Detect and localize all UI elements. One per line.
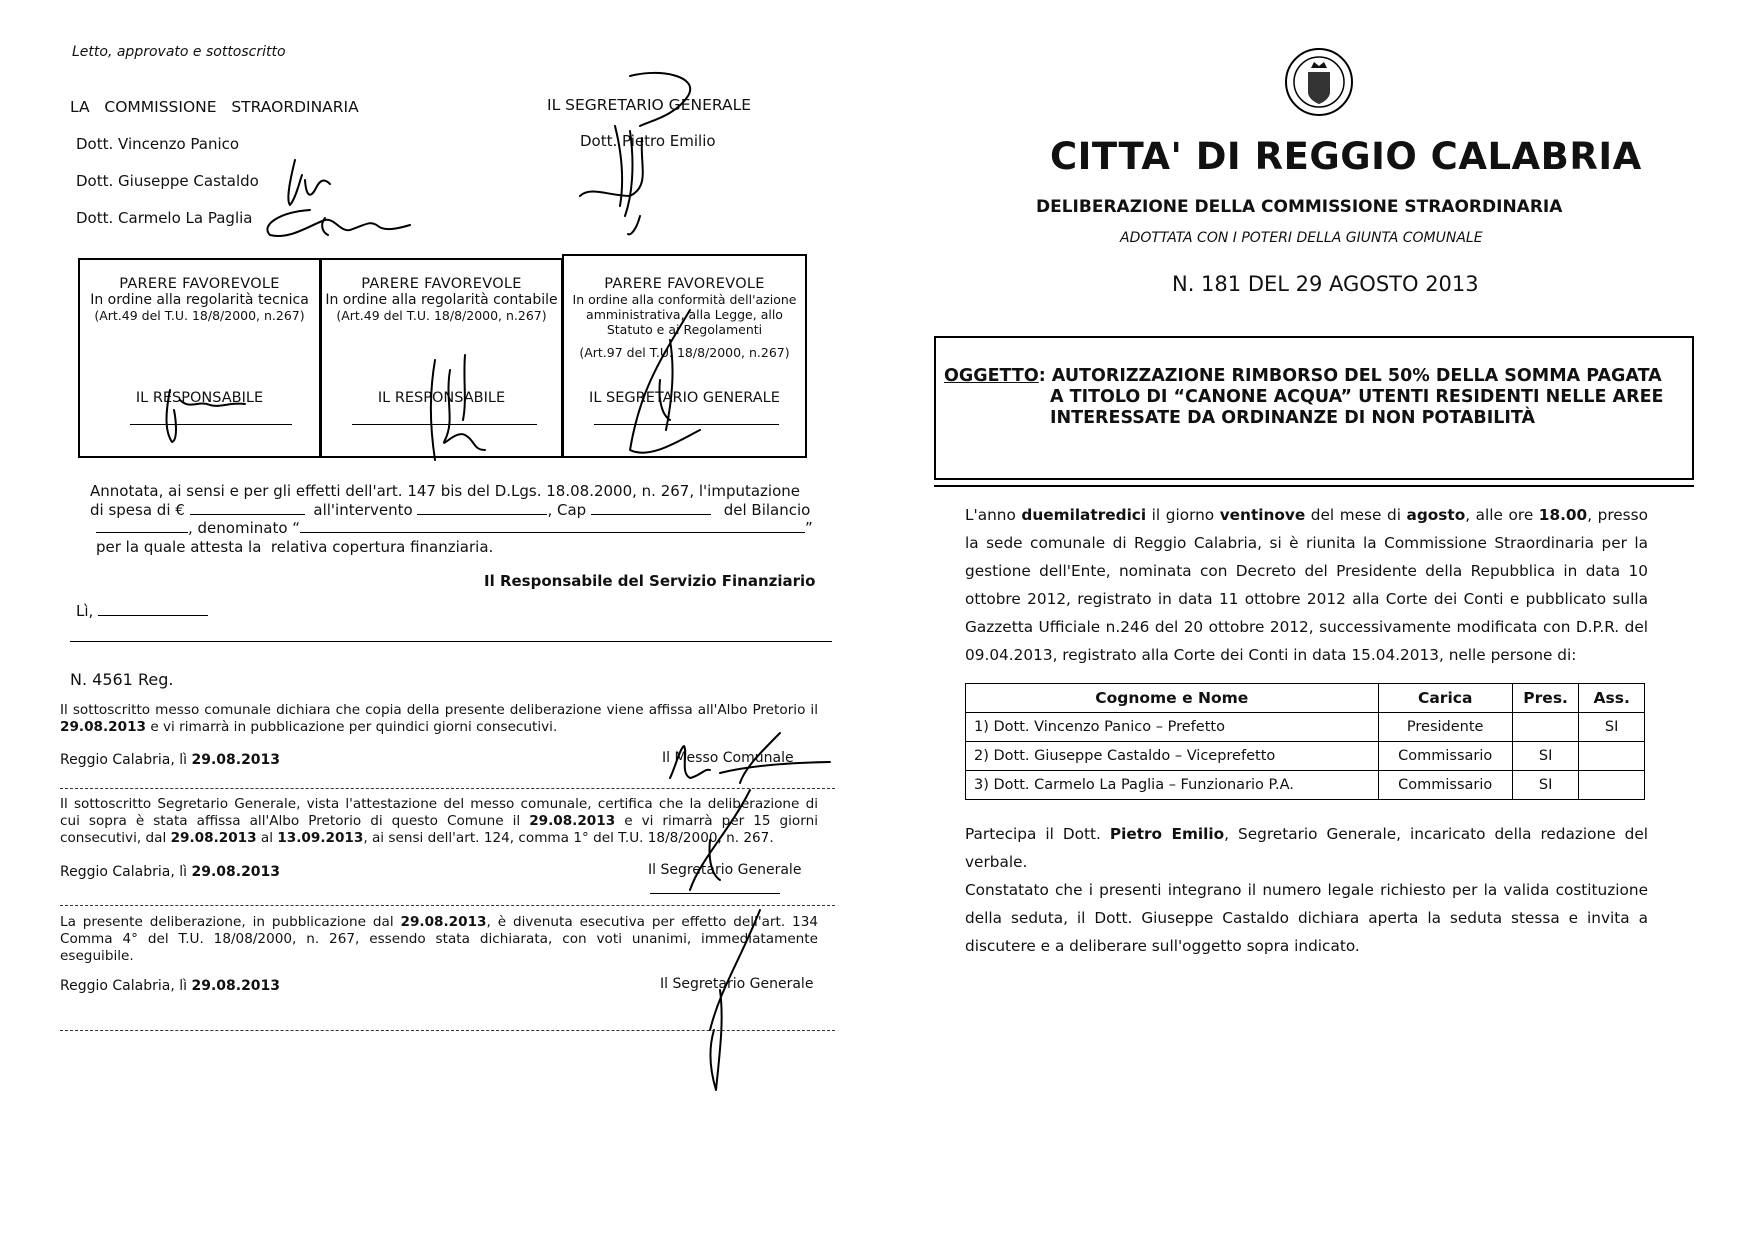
affissione-date: 29.08.2013 [529,813,616,829]
session-intro [965,501,1648,669]
oggetto-line [944,366,1663,387]
oggetto-box [934,336,1694,480]
column-header: Cognome e Nome [966,684,1379,713]
absent-cell [1579,771,1645,800]
hour-value: 18.00 [1538,506,1588,524]
member-name: Dott. Carmelo La Paglia [76,209,253,227]
deliberation-title: DELIBERAZIONE DELLA COMMISSIONE STRAORDINARIA [1036,197,1563,217]
commission-title: LA COMMISSIONE STRAORDINARIA [70,98,359,116]
parere-subject: In ordine alla regolarità contabile [325,292,558,308]
li-label: Lì, [76,602,94,620]
denominato-label: , denominato “ [188,519,301,537]
denominato-field [96,519,813,537]
intervento-blank[interactable] [417,514,547,515]
parere-responsible: IL SEGRETARIO GENERALE [589,390,780,406]
bilancio-year-blank[interactable] [96,532,188,533]
role-cell: Commissario [1378,771,1512,800]
parere-subject: Statuto e ai Regolamenti [606,322,763,337]
annotation-fields [90,501,810,519]
parere-subject: In ordine alla conformità dell'azione [572,292,797,307]
intro-text: , alle ore [1465,506,1539,524]
city-seal-icon [1284,42,1354,122]
day-word: ventinove [1219,506,1306,524]
messo-text: Il sottoscritto messo comunale dichiara che copia della presente deliberazione viene affissa all'Albo Pretorio il [60,702,818,718]
bilancio-label: del Bilancio [723,501,811,519]
signature-line [650,893,780,894]
present-cell [1512,713,1578,742]
esecutiva-text: , è divenuta esecutiva per effetto dell'art. 134 Comma 4° del T.U. 18/08/2000, n. 267, essendo stata dichiarata, con voti unanimi, immediatamente eseguibile. [60,914,818,964]
secretary-title: IL SEGRETARIO GENERALE [547,96,752,114]
financial-responsible: Il Responsabile del Servizio Finanziario [484,572,816,590]
city-title: CITTA' DI REGGIO CALABRIA [1050,135,1642,178]
table-row [966,742,1645,771]
parere-law: (Art.49 del T.U. 18/8/2000, n.267) [94,308,305,323]
partecipa-text: , Segretario Generale, incaricato della redazione del verbale. [965,825,1649,871]
parere-title: PARERE FAVOREVOLE [361,276,522,292]
secretary-signature [570,66,710,236]
cert-text: , ai sensi dell'art. 124, comma 1° del T.U. 18/8/2000, n. 267. [363,830,774,846]
sign-date: 29.08.2013 [191,978,281,994]
dashed-divider [60,788,835,789]
column-header: Carica [1378,684,1512,713]
sign-date: 29.08.2013 [191,752,281,768]
intro-text: , presso la sede comunale di Reggio Calabria, si è riunita la Commissione Straordinaria per la gestione dell'Ente, nominata con Decreto del Presidente della Repubblica in data 10 ottobre 2012, registrato in data 11 ottobre 2012 alla Corte dei Conti e pubblicato sulla Gazzetta Ufficiale n.246 del 20 ottobre 2012, successivamente modificata con D.P.R. del 09.04.2013, registrato alla Corte dei Conti in data 15.04.2013, nelle persone di: [965,506,1648,664]
segretario-place-date [60,864,280,880]
member-name: Dott. Giuseppe Castaldo [76,172,259,190]
intervento-label: all'intervento [313,501,413,519]
member-name: Dott. Vincenzo Panico [76,135,240,153]
deliberation-number: N. 181 DEL 29 AGOSTO 2013 [1172,272,1479,296]
parere-law: (Art.97 del T.U. 18/8/2000, n.267) [579,345,790,360]
oggetto-line: INTERESSATE DA ORDINANZE DI NON POTABILITÀ [1050,408,1536,428]
commission-signature [250,140,430,250]
column-header: Ass. [1579,684,1645,713]
messo-text: e vi rimarrà in pubblicazione per quindici giorni consecutivi. [146,719,558,735]
li-field [76,602,208,620]
spesa-blank[interactable] [190,514,305,515]
oggetto-label: OGGETTO [944,366,1039,386]
parere-responsible: IL RESPONSABILE [377,390,506,406]
messo-sign-title: Il Messo Comunale [662,750,794,766]
li-blank[interactable] [98,615,208,616]
constatato-paragraph: Constatato che i presenti integrano il numero legale richiesto per la valida costituzione della seduta, il Dott. Giuseppe Castaldo dichiara aperta la seduta stessa e invita a discutere e a deliberare sull'oggetto sopra indicato. [965,881,1648,955]
close-quote: ” [805,519,813,537]
messo-declaration [60,702,818,736]
end-date: 13.09.2013 [277,830,364,846]
parere-responsible: IL RESPONSABILE [135,390,264,406]
member-cell: 3) Dott. Carmelo La Paglia – Funzionario P.A. [966,771,1379,800]
oggetto-divider [934,485,1694,487]
cap-label: , Cap [547,501,587,519]
intro-text: il giorno [1146,506,1220,524]
cert-text: e vi rimarrà per 15 giorni consecutivi, dal [60,813,818,846]
table-header-row [966,684,1645,713]
dashed-divider [60,905,835,906]
place-label: Reggio Calabria, lì [60,752,192,768]
denominato-blank[interactable] [300,532,805,533]
partecipa-text: Partecipa il Dott. [965,825,1110,843]
role-cell: Presidente [1378,713,1512,742]
parere-law: (Art.49 del T.U. 18/8/2000, n.267) [336,308,547,323]
signature-line [594,424,779,425]
year-word: duemilatredici [1021,506,1147,524]
place-label: Reggio Calabria, lì [60,978,192,994]
deliberation-subtitle: ADOTTATA CON I POTERI DELLA GIUNTA COMUNALE [1120,230,1483,246]
esecutiva-sign-title: Il Segretario Generale [660,976,814,992]
parere-title: PARERE FAVOREVOLE [604,276,765,292]
intro-text: del mese di [1305,506,1407,524]
partecipa-paragraph [965,820,1648,876]
approval-note: Letto, approvato e sottoscritto [72,44,286,60]
esecutiva-statement [60,914,818,965]
place-label: Reggio Calabria, lì [60,864,192,880]
month-word: agosto [1406,506,1466,524]
cert-text: Il sottoscritto Segretario Generale, vista l'attestazione del messo comunale, certifica che la deliberazione di cui sopra è stata affissa all'Albo Pretorio di questo Comune il [60,796,818,829]
absent-cell: SI [1579,713,1645,742]
esecutiva-text: La presente deliberazione, in pubblicazione dal [60,914,401,930]
table-row [966,771,1645,800]
copertura-text: per la quale attesta la relativa copertura finanziaria. [96,538,494,556]
sign-date: 29.08.2013 [191,864,281,880]
column-header: Pres. [1512,684,1578,713]
secretary-name: Dott. Pietro Emilio [580,132,716,150]
spesa-label: di spesa di € [90,501,185,519]
oggetto-line: A TITOLO DI “CANONE ACQUA” UTENTI RESIDENTI NELLE AREE [1050,387,1664,407]
messo-place-date [60,752,280,768]
segretario-certification [60,796,818,847]
signature-line [130,424,292,425]
parere-box-contabile [320,258,563,458]
role-cell: Commissario [1378,742,1512,771]
reg-number: N. 4561 Reg. [70,670,174,689]
cert-text: al [256,830,278,846]
esecutiva-place-date [60,978,280,994]
member-cell: 1) Dott. Vincenzo Panico – Prefetto [966,713,1379,742]
absent-cell [1579,742,1645,771]
pubblicazione-date: 29.08.2013 [400,914,487,930]
parere-subject: In ordine alla regolarità tecnica [90,292,309,308]
members-table [965,683,1645,800]
section-divider [70,641,832,642]
parere-box-conformita [562,254,807,458]
parere-title: PARERE FAVOREVOLE [119,276,280,292]
segretario-sign-title: Il Segretario Generale [648,862,802,878]
intro-text: L'anno [965,506,1022,524]
member-cell: 2) Dott. Giuseppe Castaldo – Viceprefetto [966,742,1379,771]
secretary-name: Pietro Emilio [1109,825,1225,843]
oggetto-text: : AUTORIZZAZIONE RIMBORSO DEL 50% DELLA SOMMA PAGATA [1038,366,1662,386]
dashed-divider [60,1030,835,1031]
parere-subject: amministrativa, alla Legge, allo [586,307,783,322]
start-date: 29.08.2013 [170,830,257,846]
signature-line [352,424,537,425]
table-row [966,713,1645,742]
present-cell: SI [1512,771,1578,800]
annotation-text: Annotata, ai sensi e per gli effetti dell'art. 147 bis del D.Lgs. 18.08.2000, n. 267, l'imputazione [90,482,801,500]
affissione-date: 29.08.2013 [60,719,146,735]
cap-blank[interactable] [591,514,711,515]
present-cell: SI [1512,742,1578,771]
parere-box-tecnica [78,258,321,458]
